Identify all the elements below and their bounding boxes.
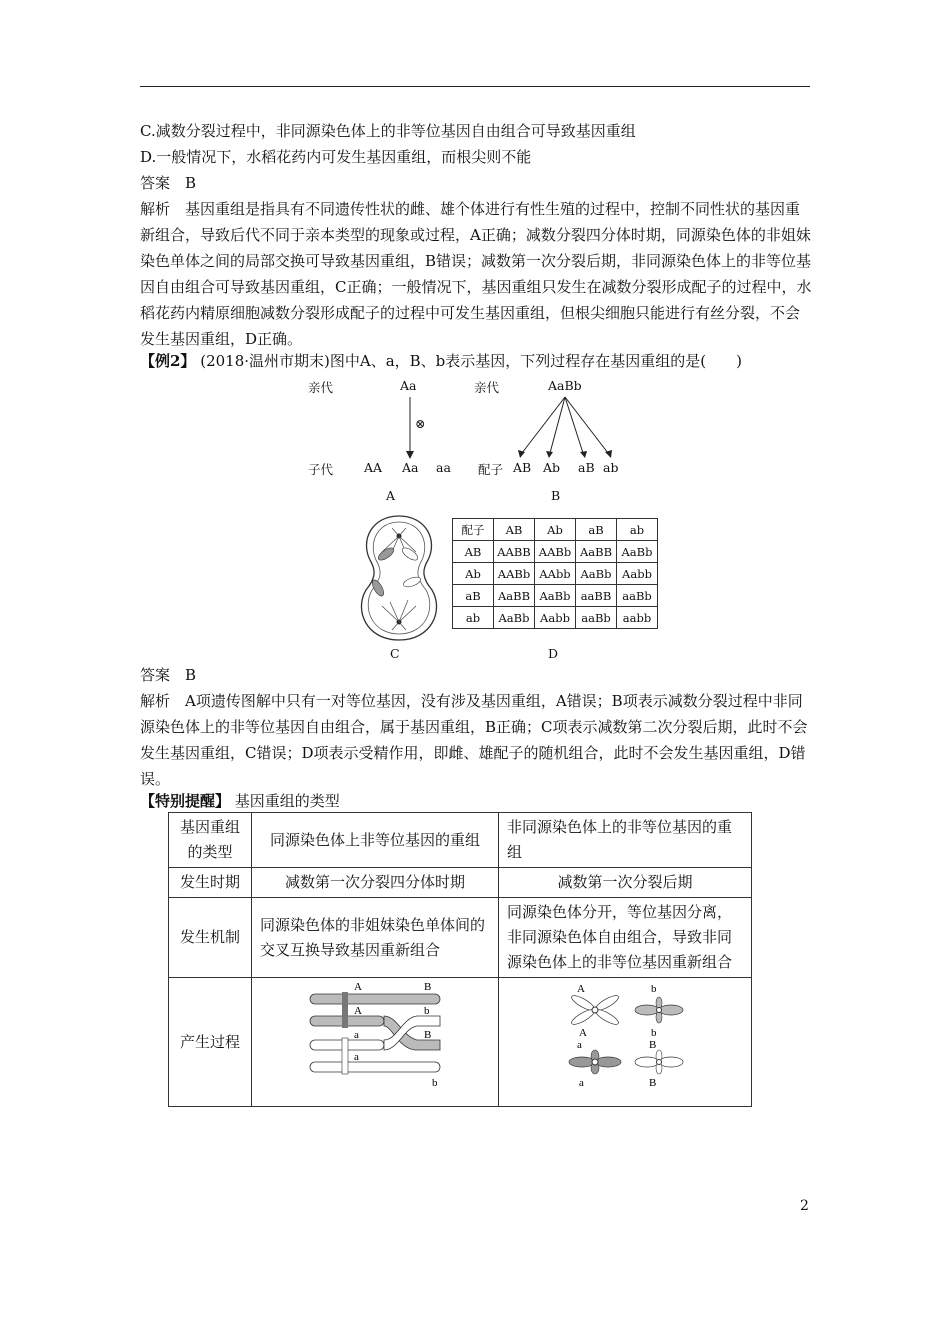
figD-cell: AaBb	[617, 541, 658, 563]
figD-header-cell: 配子	[453, 519, 494, 541]
types-cell: 产生过程	[169, 978, 252, 1107]
figD-cell: Aabb	[617, 563, 658, 585]
figA-parent-label: 亲代	[308, 380, 334, 395]
types-row-header	[169, 813, 752, 868]
special-tip-title: 基因重组的类型	[234, 792, 340, 810]
free-label: a	[577, 1039, 582, 1051]
figB-gamete-2: Ab	[543, 460, 561, 475]
figD-row	[453, 585, 658, 607]
figD-cell: aabb	[617, 607, 658, 629]
cross-label: b	[424, 1005, 430, 1017]
types-cell: 发生时期	[169, 868, 252, 898]
figA-selfing-symbol: ⊗	[415, 416, 426, 431]
free-label: B	[649, 1039, 657, 1051]
figD-cell: aaBb	[617, 585, 658, 607]
types-cell: 减数第一次分裂后期	[499, 868, 752, 898]
figB-gamete-3: aB	[578, 460, 595, 475]
figB-gamete-1: AB	[513, 460, 532, 475]
cross-label: a	[354, 1051, 359, 1063]
free-label: a	[579, 1077, 584, 1089]
figB-caption: B	[551, 488, 561, 503]
free-label: A	[579, 1027, 587, 1039]
figB-arrows	[510, 395, 630, 461]
figD-punnett-table	[452, 518, 658, 629]
cross-label: B	[424, 1029, 432, 1041]
figD-cell: AB	[453, 541, 494, 563]
figD-row	[453, 607, 658, 629]
types-row-mechanism	[169, 898, 752, 978]
free-combination-diagram-cell	[499, 978, 752, 1107]
free-combination-diagram	[499, 978, 751, 1098]
figD-header-cell: ab	[617, 519, 658, 541]
figD-cell: ab	[453, 607, 494, 629]
types-cell: 减数第一次分裂四分体时期	[252, 868, 499, 898]
figD-cell: AABb	[494, 563, 535, 585]
types-cell: 非同源染色体上的非等位基因的重组	[499, 813, 752, 868]
figA-child-3: aa	[436, 460, 451, 475]
figD-cell: aaBb	[576, 607, 617, 629]
special-tip-tag: 【特别提醒】	[140, 792, 231, 810]
explanation-1: 解析 基因重组是指具有不同遗传性状的雌、雄个体进行有性生殖的过程中，控制不同性状的基因重新组合，导致后代不同于亲本类型的现象或过程，A正确；减数分裂四分体时期，同源染色体的非姐妹染色单体之间的局部交换可导致基因重组，B错误；减数第一次分裂后期，非同源染色体上的非等位基因自由组合可导致基因重组，C正确；一般情况下，基因重组只发生在减数分裂形成配子的过程中，水稻花药内精原细胞减数分裂形成配子的过程中可发生基因重组，但根尖细胞只能进行有丝分裂，不会发生基因重组，D正确。	[140, 200, 812, 348]
figD-row	[453, 563, 658, 585]
figD-cell: Aabb	[535, 607, 576, 629]
figA-child-1: AA	[364, 460, 383, 475]
figD-row	[453, 541, 658, 563]
figA-child-label: 子代	[308, 462, 334, 477]
figD-cell: Ab	[453, 563, 494, 585]
figA-parent: Aa	[400, 378, 417, 393]
example-2-tag: 【例2】	[140, 352, 196, 370]
types-cell: 发生机制	[169, 898, 252, 978]
figD-cell: AABB	[494, 541, 535, 563]
figD-cell: AABb	[535, 541, 576, 563]
free-label: b	[651, 983, 657, 995]
figD-cell: aB	[453, 585, 494, 607]
types-cell: 基因重组的类型	[169, 813, 252, 868]
cross-label: b	[432, 1077, 438, 1089]
recombination-types-table	[168, 812, 752, 1107]
figB-gamete-4: ab	[603, 460, 619, 475]
option-c: C.减数分裂过程中，非同源染色体上的非等位基因自由组合可导致基因重组	[140, 122, 636, 140]
figB-parent: AaBb	[548, 378, 582, 393]
figD-header-cell: Ab	[535, 519, 576, 541]
figB-parent-label: 亲代	[474, 380, 500, 395]
free-label: b	[651, 1027, 657, 1039]
header-rule	[140, 86, 810, 87]
types-cell: 同源染色体上非等位基因的重组	[252, 813, 499, 868]
figB-gamete-label: 配子	[478, 462, 504, 477]
figD-cell: AaBb	[494, 607, 535, 629]
figC-cell-illustration	[352, 510, 447, 645]
example-2-text: (2018·温州市期末)图中A、a，B、b表示基因，下列过程存在基因重组的是( )	[200, 352, 742, 370]
free-label: A	[577, 983, 585, 995]
types-row-process	[169, 978, 752, 1107]
figD-caption: D	[548, 646, 559, 661]
figD-cell: AaBb	[576, 563, 617, 585]
option-d: D.一般情况下，水稻花药内可发生基因重组，而根尖则不能	[140, 148, 532, 166]
figD-cell: AaBB	[576, 541, 617, 563]
free-label: B	[649, 1077, 657, 1089]
figD-cell: aaBB	[576, 585, 617, 607]
figD-cell: AaBB	[494, 585, 535, 607]
crossover-diagram-cell	[252, 978, 499, 1107]
cross-label: A	[354, 981, 362, 993]
page-number: 2	[800, 1198, 809, 1214]
figA-caption: A	[386, 488, 396, 503]
figD-cell: AaBb	[535, 585, 576, 607]
figD-header-row	[453, 519, 658, 541]
cross-label: A	[354, 1005, 362, 1017]
figD-header-cell: AB	[494, 519, 535, 541]
cross-label: a	[354, 1029, 359, 1041]
cross-label: B	[424, 981, 432, 993]
types-cell: 同源染色体分开，等位基因分离，非同源染色体自由组合，导致非同源染色体上的非等位基因重新组合	[499, 898, 752, 978]
crossover-diagram	[252, 978, 498, 1098]
special-tip	[140, 788, 814, 814]
answer-1: 答案 B	[140, 174, 197, 192]
types-row-period	[169, 868, 752, 898]
answer-2: 答案 B	[140, 666, 197, 684]
example-2	[140, 348, 814, 374]
figD-header-cell: aB	[576, 519, 617, 541]
figD-cell: AAbb	[535, 563, 576, 585]
types-cell: 同源染色体的非姐妹染色单体间的交叉互换导致基因重新组合	[252, 898, 499, 978]
explanation-2: 解析 A项遗传图解中只有一对等位基因，没有涉及基因重组，A错误；B项表示减数分裂过程中非同源染色体上的非等位基因自由组合，属于基因重组，B正确；C项表示减数第二次分裂后期，此时不会发生基因重组，C错误；D项表示受精作用，即雌、雄配子的随机组合，此时不会发生基因重组，D错误。	[140, 692, 808, 788]
figA-child-2: Aa	[402, 460, 419, 475]
figC-caption: C	[390, 646, 400, 661]
